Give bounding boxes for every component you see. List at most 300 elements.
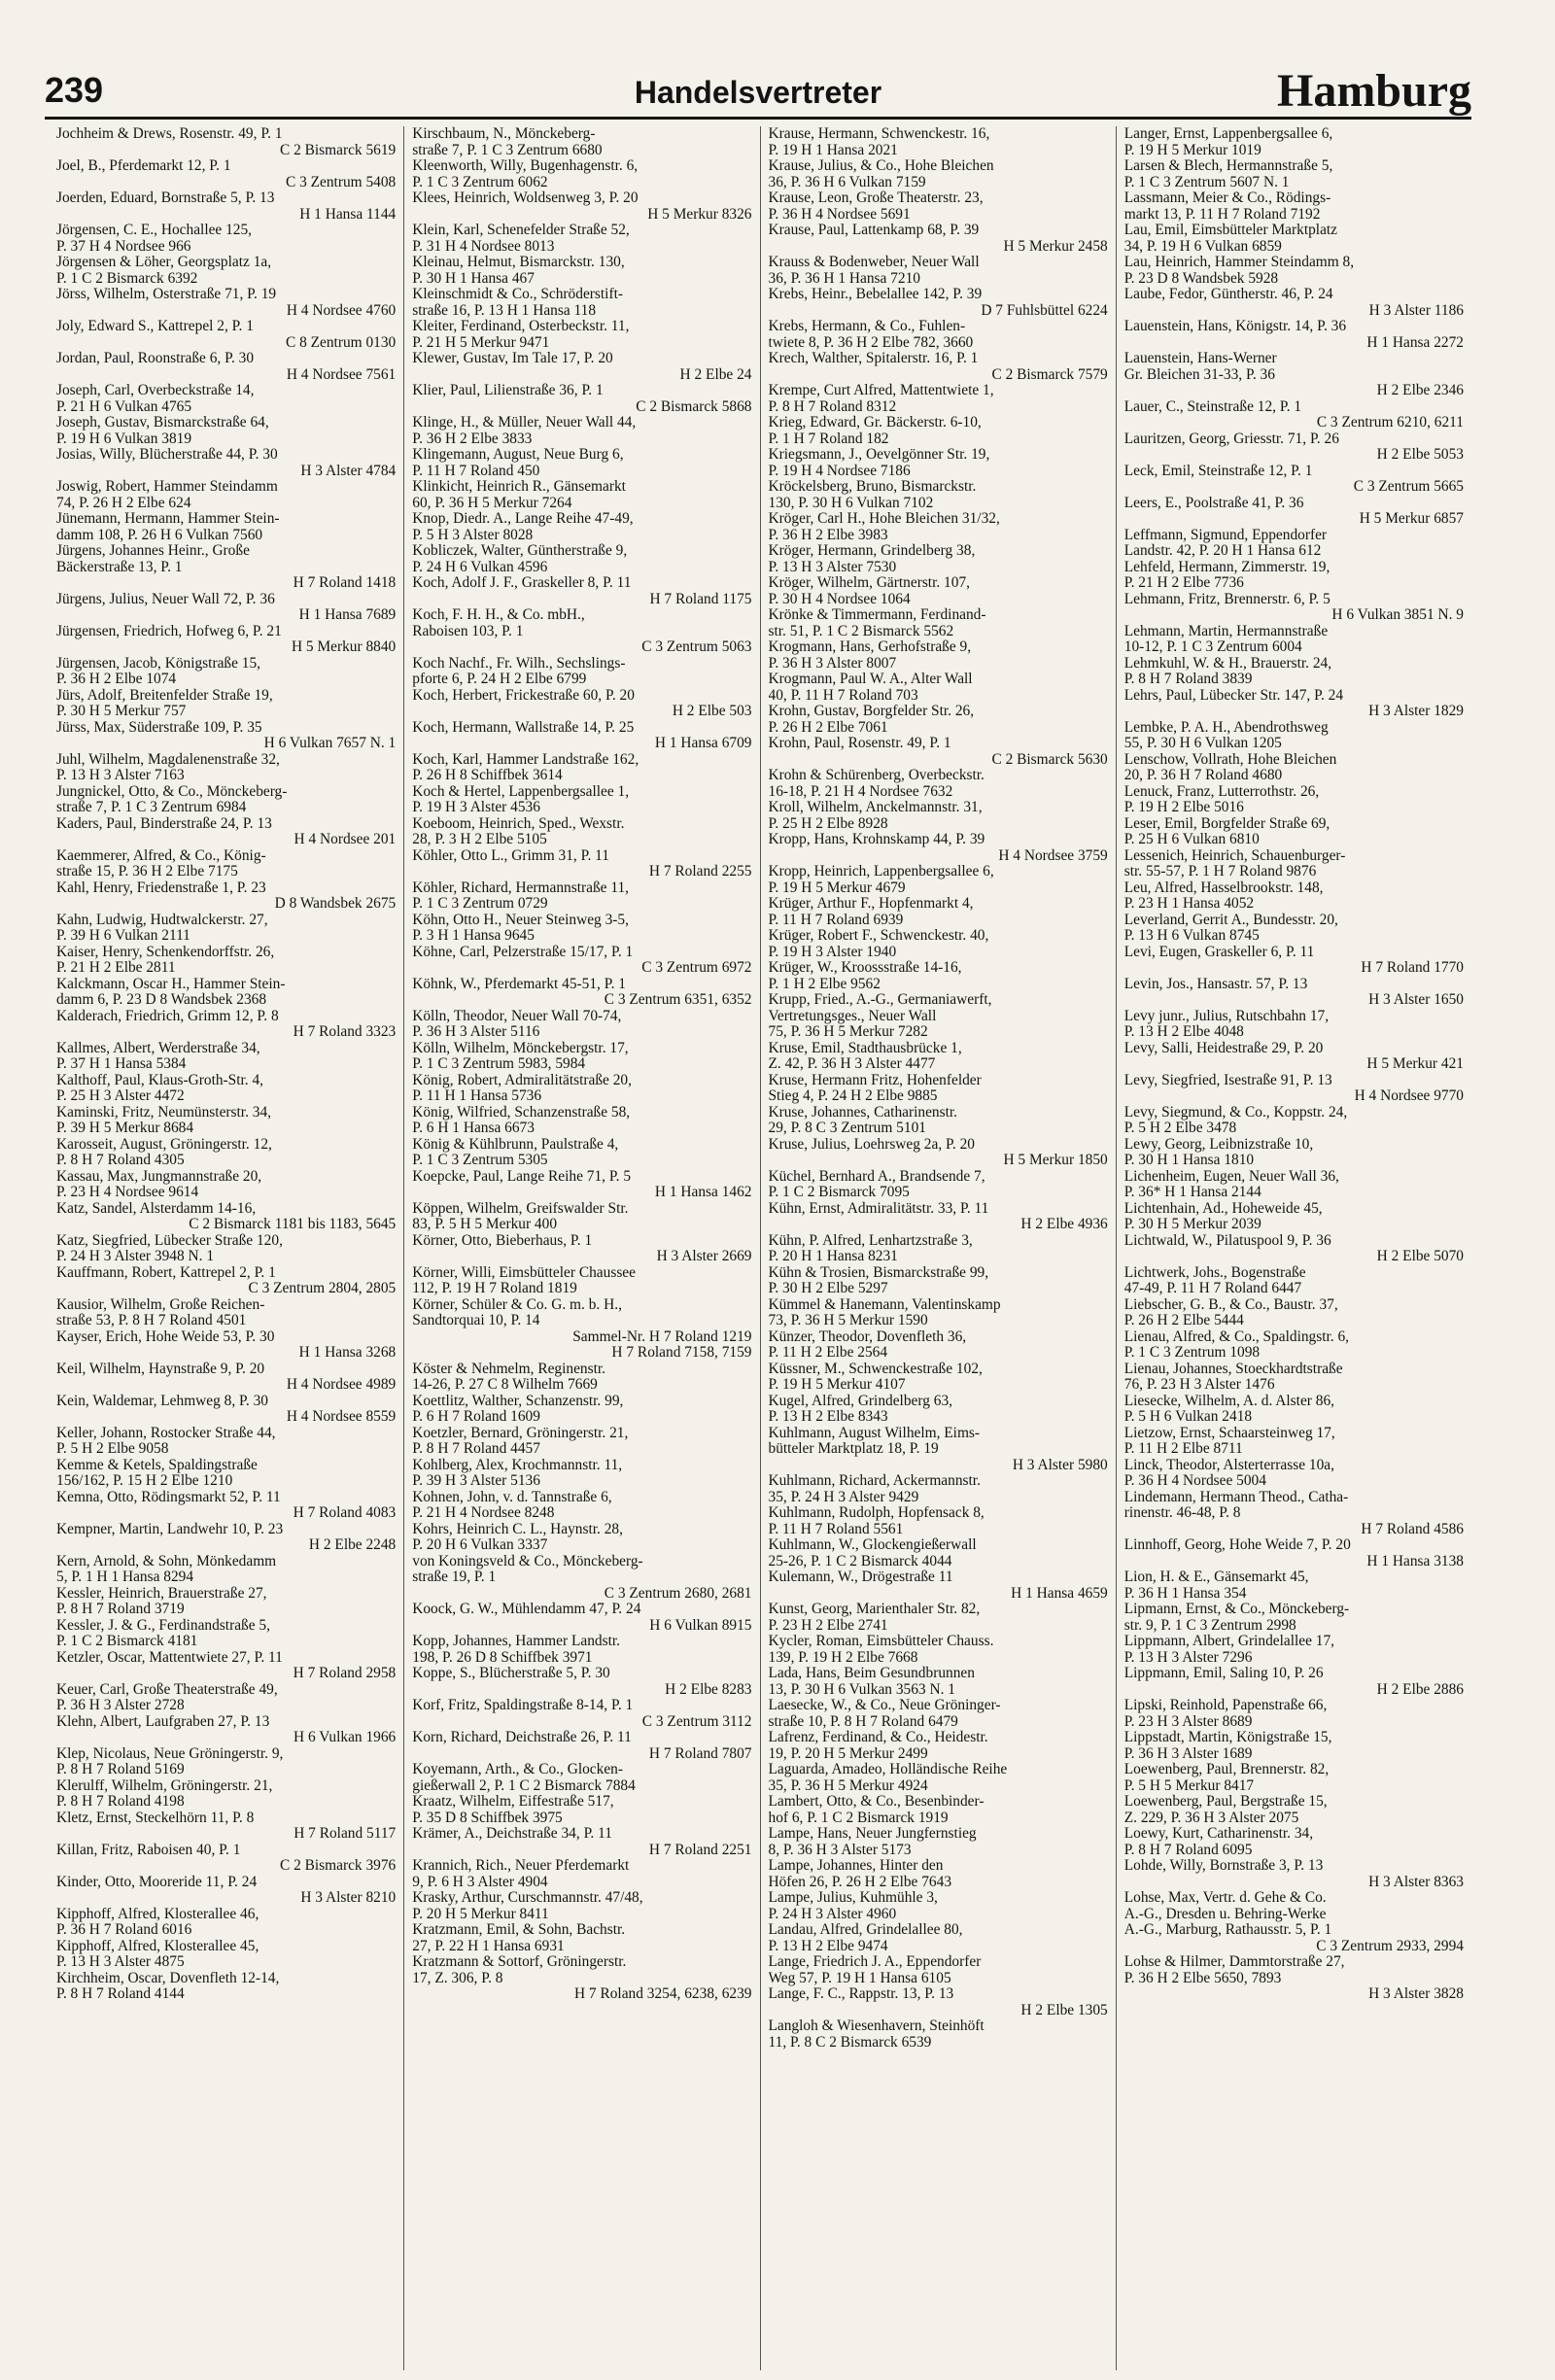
- directory-line: Kuhlmann, August Wilhelm, Eims-: [768, 1425, 981, 1441]
- directory-line: P. 21 H 5 Merkur 9471: [412, 334, 550, 351]
- directory-line: Köppen, Wilhelm, Greifswalder Str.: [412, 1200, 629, 1217]
- directory-line: C 2 Bismarck 3976: [279, 1858, 397, 1874]
- directory-line: Leu, Alfred, Hasselbrookstr. 148,: [1123, 880, 1324, 896]
- directory-line: Kuhlmann, Rudolph, Hopfensack 8,: [768, 1505, 985, 1521]
- directory-line: P. 1 C 3 Zentrum 1098: [1123, 1345, 1261, 1361]
- directory-line: Kruse, Hermann Fritz, Hohenfelder: [768, 1072, 982, 1088]
- directory-line: C 3 Zentrum 5063: [641, 639, 752, 655]
- directory-line: Kleiter, Ferdinand, Osterbeckstr. 11,: [412, 319, 630, 334]
- directory-line: Jörgensen & Löher, Georgsplatz 1a,: [56, 255, 272, 270]
- directory-line: P. 11 H 2 Elbe 2564: [768, 1345, 888, 1361]
- directory-line: H 4 Nordsee 3759: [998, 847, 1108, 864]
- directory-line: 198, P. 26 D 8 Schiffbek 3971: [412, 1649, 593, 1666]
- directory-line: Korf, Fritz, Spaldingstraße 8-14, P. 1: [412, 1698, 634, 1713]
- directory-line: Kröckelsberg, Bruno, Bismarckstr.: [768, 479, 977, 495]
- directory-line: H 7 Roland 3323: [293, 1024, 397, 1040]
- directory-line: P. 1 C 2 Bismarck 7095: [768, 1185, 910, 1200]
- directory-line: P. 36 H 2 Elbe 1074: [56, 672, 177, 687]
- directory-line: P. 6 H 1 Hansa 6673: [412, 1121, 535, 1136]
- directory-line: 83, P. 5 H 5 Merkur 400: [412, 1217, 558, 1232]
- directory-line: P. 1 C 3 Zentrum 5305: [412, 1153, 548, 1168]
- directory-line: Künzer, Theodor, Dovenfleth 36,: [768, 1328, 967, 1345]
- directory-line: P. 39 H 6 Vulkan 2111: [56, 928, 190, 944]
- directory-line: C 2 Bismarck 5619: [279, 142, 397, 158]
- directory-line: P. 11 H 7 Roland 6939: [768, 912, 904, 928]
- directory-line: P. 5 H 6 Vulkan 2418: [1123, 1409, 1253, 1425]
- directory-line: Krannich, Rich., Neuer Pferdemarkt: [412, 1858, 630, 1874]
- directory-line: P. 36 H 4 Nordsee 5691: [768, 206, 911, 223]
- page-number: 239: [45, 70, 104, 110]
- directory-line: P. 1 H 7 Roland 182: [768, 431, 889, 447]
- directory-line: P. 23 D 8 Wandsbek 5928: [1123, 270, 1279, 287]
- directory-line: H 1 Hansa 1144: [299, 206, 397, 223]
- directory-line: P. 21 H 6 Vulkan 4765: [56, 398, 192, 415]
- directory-line: 9, P. 6 H 3 Alster 4904: [412, 1874, 548, 1890]
- directory-line: Koch Nachf., Fr. Wilh., Sechslings-: [412, 655, 626, 672]
- directory-line: C 2 Bismarck 5630: [991, 751, 1108, 768]
- directory-line: 27, P. 22 H 1 Hansa 6931: [412, 1938, 565, 1954]
- directory-line: P. 36 H 2 Elbe 5650, 7893: [1123, 1970, 1282, 1986]
- directory-line: P. 19 H 1 Hansa 2021: [768, 142, 898, 158]
- directory-line: Liesecke, Wilhelm, A. d. Alster 86,: [1123, 1393, 1334, 1409]
- directory-line: Kipphoff, Alfred, Klosterallee 46,: [56, 1906, 259, 1922]
- directory-line: Kröger, Wilhelm, Gärtnerstr. 107,: [768, 575, 970, 591]
- directory-line: Kirschbaum, N., Mönckeberg-: [412, 126, 596, 142]
- directory-line: Lichtwerk, Johs., Bogenstraße: [1123, 1264, 1306, 1281]
- directory-line: Larsen & Blech, Hermannstraße 5,: [1123, 158, 1333, 174]
- directory-line: Kalckmann, Oscar H., Hammer Stein-: [56, 976, 286, 992]
- directory-line: P. 21 H 4 Nordsee 8248: [412, 1505, 555, 1521]
- directory-line: H 7 Roland 4083: [293, 1505, 397, 1521]
- directory-line: P. 3 H 1 Hansa 9645: [412, 928, 535, 944]
- directory-line: D 7 Fuhlsbüttel 6224: [981, 302, 1108, 319]
- page-title: Handelsvertreter: [634, 75, 882, 110]
- directory-line: Kühn, Ernst, Admiralitätstr. 33, P. 11: [768, 1200, 989, 1217]
- directory-line: Kropp, Heinrich, Lappenbergsallee 6,: [768, 864, 994, 880]
- directory-line: Kaminski, Fritz, Neumünsterstr. 34,: [56, 1104, 272, 1121]
- directory-line: P. 36 H 7 Roland 6016: [56, 1922, 192, 1938]
- directory-line: H 5 Merkur 6857: [1359, 511, 1464, 527]
- directory-line: H 2 Elbe 8283: [665, 1681, 752, 1698]
- directory-line: H 7 Roland 2958: [293, 1666, 397, 1681]
- directory-line: P. 36 H 3 Alster 5116: [412, 1024, 540, 1040]
- directory-line: P. 13 H 2 Elbe 4048: [1123, 1024, 1244, 1040]
- directory-line: König & Kühlbrunn, Paulstraße 4,: [412, 1136, 619, 1153]
- directory-line: P. 30 H 1 Hansa 1810: [1123, 1153, 1255, 1168]
- directory-line: Kessler, J. & G., Ferdinandstraße 5,: [56, 1617, 270, 1634]
- directory-line: Klingemann, August, Neue Burg 6,: [412, 447, 624, 463]
- directory-line: H 5 Merkur 421: [1366, 1056, 1464, 1072]
- directory-line: Kröger, Hermann, Grindelberg 38,: [768, 543, 976, 559]
- directory-line: Kessler, Heinrich, Brauerstraße 27,: [56, 1585, 267, 1602]
- directory-line: H 1 Hansa 2272: [1366, 334, 1464, 351]
- directory-line: Lehfeld, Hermann, Zimmerstr. 19,: [1123, 559, 1330, 575]
- directory-line: Joseph, Carl, Overbeckstraße 14,: [56, 383, 255, 398]
- directory-line: P. 5 H 3 Alster 8028: [412, 527, 534, 543]
- page-city: Hamburg: [1276, 65, 1471, 117]
- directory-line: Landau, Alfred, Grindelallee 80,: [768, 1922, 963, 1938]
- directory-line: Koyemann, Arth., & Co., Glocken-: [412, 1762, 623, 1777]
- directory-line: H 1 Hansa 1462: [654, 1185, 752, 1200]
- directory-line: P. 1 C 3 Zentrum 5983, 5984: [412, 1056, 586, 1072]
- directory-line: H 2 Elbe 1305: [1020, 2002, 1108, 2018]
- directory-line: Koch, Hermann, Wallstraße 14, P. 25: [412, 719, 635, 736]
- directory-line: Kühn & Trosien, Bismarckstraße 99,: [768, 1264, 989, 1281]
- directory-line: Lewy, Georg, Leibnizstraße 10,: [1123, 1136, 1314, 1153]
- directory-line: Stieg 4, P. 24 H 2 Elbe 9885: [768, 1088, 938, 1104]
- directory-line: Levy junr., Julius, Rutschbahn 17,: [1123, 1008, 1330, 1024]
- directory-line: Keller, Johann, Rostocker Straße 44,: [56, 1425, 276, 1441]
- directory-line: straße 15, P. 36 H 2 Elbe 7175: [56, 864, 238, 880]
- directory-line: P. 19 H 3 Alster 1940: [768, 944, 897, 960]
- directory-line: Linnhoff, Georg, Hohe Weide 7, P. 20: [1123, 1537, 1351, 1553]
- directory-line: H 2 Elbe 4936: [1020, 1217, 1108, 1232]
- directory-line: P. 8 H 7 Roland 5169: [56, 1762, 185, 1777]
- directory-line: Jürgensen, Friedrich, Hofweg 6, P. 21: [56, 623, 282, 639]
- directory-line: Kruse, Emil, Stadthausbrücke 1,: [768, 1040, 962, 1056]
- directory-line: P. 26 H 8 Schiffbek 3614: [412, 768, 563, 783]
- directory-line: Köhler, Otto L., Grimm 31, P. 11: [412, 847, 609, 864]
- directory-line: H 2 Elbe 2248: [308, 1537, 397, 1553]
- directory-line: P. 5 H 2 Elbe 9058: [56, 1441, 169, 1457]
- directory-line: P. 13 H 3 Alster 7530: [768, 559, 897, 575]
- directory-line: Kycler, Roman, Eimsbütteler Chauss.: [768, 1634, 994, 1649]
- directory-line: Kuhlmann, Richard, Ackermannstr.: [768, 1473, 981, 1489]
- directory-line: H 2 Elbe 5070: [1376, 1249, 1464, 1264]
- directory-line: H 7 Roland 7807: [648, 1745, 752, 1762]
- directory-line: 73, P. 36 H 5 Merkur 1590: [768, 1313, 928, 1328]
- directory-line: Körner, Schüler & Co. G. m. b. H.,: [412, 1296, 622, 1313]
- directory-line: Kausior, Wilhelm, Große Reichen-: [56, 1296, 265, 1313]
- directory-line: Kratzmann & Sottorf, Gröningerstr.: [412, 1954, 627, 1970]
- column-1: [49, 126, 404, 2370]
- directory-line: Raboisen 103, P. 1: [412, 623, 524, 639]
- directory-line: Gr. Bleichen 31-33, P. 36: [1123, 366, 1275, 383]
- directory-line: Laube, Fedor, Güntherstr. 46, P. 24: [1123, 287, 1333, 302]
- directory-line: Klep, Nicolaus, Neue Gröningerstr. 9,: [56, 1745, 284, 1762]
- directory-line: 156/162, P. 15 H 2 Elbe 1210: [56, 1473, 233, 1489]
- directory-line: P. 8 H 7 Roland 8312: [768, 398, 897, 415]
- directory-line: Jürs, Adolf, Breitenfelder Straße 19,: [56, 687, 273, 704]
- directory-line: H 2 Elbe 24: [679, 366, 752, 383]
- directory-line: 76, P. 23 H 3 Alster 1476: [1123, 1377, 1275, 1393]
- directory-line: C 3 Zentrum 2680, 2681: [604, 1585, 752, 1602]
- directory-line: P. 19 H 5 Merkur 4107: [768, 1377, 906, 1393]
- directory-line: gießerwall 2, P. 1 C 2 Bismarck 7884: [412, 1777, 636, 1794]
- directory-line: 16-18, P. 21 H 4 Nordsee 7632: [768, 783, 953, 800]
- directory-line: Keil, Wilhelm, Haynstraße 9, P. 20: [56, 1361, 265, 1377]
- directory-line: P. 8 H 7 Roland 3839: [1123, 672, 1253, 687]
- directory-line: C 2 Bismarck 7579: [991, 366, 1108, 383]
- directory-line: H 5 Merkur 2458: [1003, 238, 1108, 255]
- directory-line: H 5 Merkur 8326: [647, 206, 752, 223]
- directory-line: P. 13 H 2 Elbe 8343: [768, 1409, 888, 1425]
- directory-line: C 3 Zentrum 6351, 6352: [604, 992, 752, 1008]
- directory-line: 25-26, P. 1 C 2 Bismarck 4044: [768, 1553, 952, 1569]
- directory-line: Lenuck, Franz, Lutterrothstr. 26,: [1123, 783, 1320, 800]
- directory-line: Jürgens, Julius, Neuer Wall 72, P. 36: [56, 591, 275, 607]
- directory-line: Koch, Karl, Hammer Landstraße 162,: [412, 751, 639, 768]
- directory-line: Klerulff, Wilhelm, Gröningerstr. 21,: [56, 1777, 273, 1794]
- directory-line: C 3 Zentrum 2804, 2805: [248, 1281, 397, 1296]
- directory-line: Köhler, Richard, Hermannstraße 11,: [412, 880, 630, 896]
- directory-line: Kölln, Wilhelm, Mönckebergstr. 17,: [412, 1040, 629, 1056]
- directory-line: Weg 57, P. 19 H 1 Hansa 6105: [768, 1970, 951, 1986]
- directory-line: Levy, Salli, Heidestraße 29, P. 20: [1123, 1040, 1324, 1056]
- directory-line: H 3 Alster 8210: [300, 1890, 397, 1906]
- directory-line: Langloh & Wiesenhavern, Steinhöft: [768, 2018, 985, 2034]
- directory-line: Landstr. 42, P. 20 H 1 Hansa 612: [1123, 543, 1322, 559]
- directory-line: Klewer, Gustav, Im Tale 17, P. 20: [412, 351, 613, 366]
- directory-line: H 6 Vulkan 3851 N. 9: [1331, 607, 1464, 623]
- directory-line: Lampe, Johannes, Hinter den: [768, 1858, 944, 1874]
- directory-line: Krause, Leon, Große Theaterstr. 23,: [768, 190, 984, 206]
- directory-line: Köster & Nehmelm, Reginenstr.: [412, 1361, 606, 1377]
- directory-line: Lange, Friedrich J. A., Eppendorfer: [768, 1954, 982, 1970]
- directory-line: Lada, Hans, Beim Gesundbrunnen: [768, 1666, 975, 1681]
- directory-line: Lauenstein, Hans-Werner: [1123, 351, 1277, 366]
- directory-line: Joly, Edward S., Kattrepel 2, P. 1: [56, 319, 254, 334]
- directory-line: Kropp, Hans, Krohnskamp 44, P. 39: [768, 832, 985, 847]
- directory-line: Klehn, Albert, Laufgraben 27, P. 13: [56, 1713, 270, 1730]
- directory-line: P. 35 D 8 Schiffbek 3975: [412, 1810, 563, 1826]
- directory-line: Kauffmann, Robert, Kattrepel 2, P. 1: [56, 1264, 276, 1281]
- directory-line: Josias, Willy, Blücherstraße 44, P. 30: [56, 447, 278, 463]
- directory-line: P. 23 H 3 Alster 8689: [1123, 1713, 1253, 1730]
- directory-line: Kinder, Otto, Mooreride 11, P. 24: [56, 1874, 258, 1890]
- directory-line: C 2 Bismarck 5868: [636, 398, 752, 415]
- directory-line: Lehmkuhl, W. & H., Brauerstr. 24,: [1123, 655, 1332, 672]
- directory-line: H 7 Roland 2255: [648, 864, 752, 880]
- directory-line: Kohrs, Heinrich C. L., Haynstr. 28,: [412, 1521, 623, 1537]
- directory-line: H 3 Alster 4784: [300, 463, 397, 479]
- directory-line: Juhl, Wilhelm, Magdalenenstraße 32,: [56, 751, 280, 768]
- directory-line: Lau, Emil, Eimsbütteler Marktplatz: [1123, 223, 1338, 238]
- directory-line: Kühn, P. Alfred, Lenhartzstraße 3,: [768, 1232, 973, 1249]
- directory-line: P. 23 H 1 Hansa 4052: [1123, 896, 1255, 912]
- directory-line: H 1 Hansa 3138: [1366, 1553, 1464, 1569]
- directory-line: Jungnickel, Otto, & Co., Mönckeberg-: [56, 783, 288, 800]
- directory-line: P. 19 H 2 Elbe 5016: [1123, 800, 1244, 815]
- directory-line: P. 37 H 1 Hansa 5384: [56, 1056, 187, 1072]
- directory-line: Krempe, Curt Alfred, Mattentwiete 1,: [768, 383, 994, 398]
- directory-line: P. 36 H 3 Alster 2728: [56, 1698, 185, 1713]
- directory-line: bütteler Marktplatz 18, P. 19: [768, 1441, 939, 1457]
- directory-line: Krönke & Timmermann, Ferdinand-: [768, 607, 986, 623]
- directory-line: Lichtenhain, Ad., Hoheweide 45,: [1123, 1200, 1323, 1217]
- directory-line: Bäckerstraße 13, P. 1: [56, 559, 183, 575]
- directory-line: Krogmann, Hans, Gerhofstraße 9,: [768, 639, 972, 655]
- directory-line: 47-49, P. 11 H 7 Roland 6447: [1123, 1281, 1302, 1296]
- directory-line: Kalderach, Friedrich, Grimm 12, P. 8: [56, 1008, 279, 1024]
- directory-line: 74, P. 26 H 2 Elbe 624: [56, 495, 191, 511]
- directory-line: hof 6, P. 1 C 2 Bismarck 1919: [768, 1810, 949, 1826]
- directory-line: P. 8 H 7 Roland 4457: [412, 1441, 540, 1457]
- directory-line: Levy, Siegfried, Isestraße 91, P. 13: [1123, 1072, 1332, 1088]
- directory-line: 13, P. 30 H 6 Vulkan 3563 N. 1: [768, 1681, 955, 1698]
- directory-line: Koettlitz, Walther, Schanzenstr. 99,: [412, 1393, 624, 1409]
- directory-line: Laguarda, Amadeo, Holländische Reihe: [768, 1762, 1008, 1777]
- directory-line: P. 30 H 2 Elbe 5297: [768, 1281, 888, 1296]
- directory-line: 75, P. 36 H 5 Merkur 7282: [768, 1024, 928, 1040]
- directory-line: Leverland, Gerrit A., Bundesstr. 20,: [1123, 912, 1338, 928]
- directory-line: 19, P. 20 H 5 Merkur 2499: [768, 1745, 928, 1762]
- directory-line: P. 21 H 2 Elbe 2811: [56, 960, 176, 976]
- directory-line: P. 25 H 3 Alster 4472: [56, 1088, 185, 1104]
- directory-line: Kipphoff, Alfred, Klosterallee 45,: [56, 1938, 259, 1954]
- directory-line: Joswig, Robert, Hammer Steindamm: [56, 479, 278, 495]
- directory-line: Kuhlmann, W., Glockengießerwall: [768, 1537, 977, 1553]
- directory-line: 40, P. 11 H 7 Roland 703: [768, 687, 918, 704]
- directory-line: Klier, Paul, Lilienstraße 36, P. 1: [412, 383, 604, 398]
- directory-line: Kleinau, Helmut, Bismarckstr. 130,: [412, 255, 625, 270]
- directory-line: Klees, Heinrich, Woldsenweg 3, P. 20: [412, 190, 639, 206]
- directory-line: P. 26 H 2 Elbe 5444: [1123, 1313, 1244, 1328]
- directory-line: Lohse, Max, Vertr. d. Gehe & Co.: [1123, 1890, 1327, 1906]
- directory-line: P. 36* H 1 Hansa 2144: [1123, 1185, 1261, 1200]
- directory-line: Klein, Karl, Schenefelder Straße 52,: [412, 223, 630, 238]
- directory-line: Kümmel & Hanemann, Valentinskamp: [768, 1296, 1001, 1313]
- directory-line: 112, P. 19 H 7 Roland 1819: [412, 1281, 577, 1296]
- directory-line: Küchel, Bernhard A., Brandsende 7,: [768, 1168, 985, 1185]
- directory-line: 5, P. 1 H 1 Hansa 8294: [56, 1569, 194, 1585]
- directory-columns: [49, 126, 1471, 2370]
- directory-line: H 3 Alster 1186: [1368, 302, 1464, 319]
- directory-line: Leser, Emil, Borgfelder Straße 69,: [1123, 815, 1330, 832]
- directory-line: Koeboom, Heinrich, Sped., Wexstr.: [412, 815, 625, 832]
- directory-line: H 7 Roland 5117: [294, 1826, 397, 1842]
- directory-line: P. 39 H 3 Alster 5136: [412, 1473, 540, 1489]
- directory-line: Sandtorquai 10, P. 14: [412, 1313, 540, 1328]
- directory-line: 11, P. 8 C 2 Bismarck 6539: [768, 2034, 932, 2051]
- directory-line: 8, P. 36 H 3 Alster 5173: [768, 1842, 912, 1858]
- directory-line: Langer, Ernst, Lappenbergsallee 6,: [1123, 126, 1333, 142]
- directory-line: Kraatz, Wilhelm, Eiffestraße 517,: [412, 1794, 614, 1810]
- directory-line: Kassau, Max, Jungmannstraße 20,: [56, 1168, 262, 1185]
- directory-line: Jörss, Wilhelm, Osterstraße 71, P. 19: [56, 287, 277, 302]
- directory-line: Lion, H. & E., Gänsemarkt 45,: [1123, 1569, 1309, 1585]
- directory-line: 28, P. 3 H 2 Elbe 5105: [412, 832, 547, 847]
- directory-line: P. 5 H 2 Elbe 3478: [1123, 1121, 1237, 1136]
- directory-line: Lehrs, Paul, Lübecker Str. 147, P. 24: [1123, 687, 1344, 704]
- directory-line: C 2 Bismarck 1181 bis 1183, 5645: [189, 1217, 397, 1232]
- directory-line: Lauritzen, Georg, Griesstr. 71, P. 26: [1123, 431, 1339, 447]
- directory-line: H 7 Roland 1175: [649, 591, 752, 607]
- directory-line: Krebs, Hermann, & Co., Fuhlen-: [768, 319, 966, 334]
- directory-line: P. 8 H 7 Roland 6095: [1123, 1842, 1253, 1858]
- directory-line: Krech, Walther, Spitalerstr. 16, P. 1: [768, 351, 979, 366]
- directory-line: P. 30 H 4 Nordsee 1064: [768, 591, 911, 607]
- directory-line: Leers, E., Poolstraße 41, P. 36: [1123, 495, 1304, 511]
- directory-line: P. 1 H 2 Elbe 9562: [768, 976, 881, 992]
- directory-line: Köhn, Otto H., Neuer Steinweg 3-5,: [412, 912, 629, 928]
- directory-line: H 5 Merkur 8840: [291, 639, 397, 655]
- directory-line: Korn, Richard, Deichstraße 26, P. 11: [412, 1730, 632, 1745]
- directory-line: Lessenich, Heinrich, Schauenburger-: [1123, 847, 1346, 864]
- directory-line: Lampe, Julius, Kuhmühle 3,: [768, 1890, 938, 1906]
- directory-line: P. 8 H 7 Roland 4198: [56, 1794, 185, 1810]
- directory-line: H 5 Merkur 1850: [1003, 1153, 1108, 1168]
- directory-line: Lambert, Otto, & Co., Besenbinder-: [768, 1794, 985, 1810]
- directory-line: Krüger, Arthur F., Hopfenmarkt 4,: [768, 896, 974, 912]
- directory-line: P. 36 H 3 Alster 1689: [1123, 1745, 1253, 1762]
- directory-line: Lafrenz, Ferdinand, & Co., Heidestr.: [768, 1730, 988, 1745]
- directory-line: Köhnk, W., Pferdemarkt 45-51, P. 1: [412, 976, 626, 992]
- directory-line: Joerden, Eduard, Bornstraße 5, P. 13: [56, 190, 275, 206]
- directory-line: Kruse, Johannes, Catharinenstr.: [768, 1104, 957, 1121]
- directory-line: P. 36 H 1 Hansa 354: [1123, 1585, 1247, 1602]
- directory-line: P. 1 C 3 Zentrum 6062: [412, 174, 548, 190]
- directory-line: Lohde, Willy, Bornstraße 3, P. 13: [1123, 1858, 1324, 1874]
- directory-line: König, Robert, Admiralitätstraße 20,: [412, 1072, 632, 1088]
- directory-line: P. 36 H 3 Alster 8007: [768, 655, 897, 672]
- directory-line: Lippmann, Emil, Saling 10, P. 26: [1123, 1666, 1324, 1681]
- directory-line: 55, P. 30 H 6 Vulkan 1205: [1123, 736, 1282, 751]
- directory-line: P. 30 H 5 Merkur 757: [56, 704, 187, 719]
- directory-line: H 4 Nordsee 4760: [286, 302, 397, 319]
- column-2: [404, 126, 760, 2370]
- directory-line: Lehmann, Fritz, Brennerstr. 6, P. 5: [1123, 591, 1330, 607]
- directory-line: Krüger, W., Kroossstraße 14-16,: [768, 960, 962, 976]
- directory-line: Krohn, Paul, Rosenstr. 49, P. 1: [768, 736, 951, 751]
- directory-line: 35, P. 36 H 5 Merkur 4924: [768, 1777, 928, 1794]
- directory-line: Krause, Paul, Lattenkamp 68, P. 39: [768, 223, 980, 238]
- directory-line: Koch, F. H. H., & Co. mbH.,: [412, 607, 585, 623]
- directory-line: Krause, Hermann, Schwenckestr. 16,: [768, 126, 990, 142]
- directory-line: P. 8 H 7 Roland 3719: [56, 1602, 185, 1617]
- directory-line: H 4 Nordsee 7561: [286, 366, 397, 383]
- directory-line: Kugel, Alfred, Grindelberg 63,: [768, 1393, 952, 1409]
- directory-line: Kölln, Theodor, Neuer Wall 70-74,: [412, 1008, 622, 1024]
- directory-line: Krohn, Gustav, Borgfelder Str. 26,: [768, 704, 975, 719]
- directory-line: P. 25 H 2 Elbe 8928: [768, 815, 888, 832]
- directory-line: Lauer, C., Steinstraße 12, P. 1: [1123, 398, 1302, 415]
- directory-line: Lohse & Hilmer, Dammtorstraße 27,: [1123, 1954, 1345, 1970]
- directory-line: C 3 Zentrum 5665: [1353, 479, 1464, 495]
- directory-line: Koock, G. W., Mühlendamm 47, P. 24: [412, 1602, 641, 1617]
- directory-line: H 3 Alster 5980: [1012, 1457, 1108, 1473]
- directory-line: H 4 Nordsee 9770: [1354, 1088, 1464, 1104]
- directory-line: Kröger, Carl H., Hohe Bleichen 31/32,: [768, 511, 1000, 527]
- directory-line: H 1 Hansa 6709: [654, 736, 752, 751]
- directory-line: P. 20 H 1 Hansa 8231: [768, 1249, 898, 1264]
- directory-line: Krüger, Robert F., Schwenckestr. 40,: [768, 928, 989, 944]
- directory-line: P. 11 H 2 Elbe 8711: [1123, 1441, 1243, 1457]
- directory-line: Kempner, Martin, Landwehr 10, P. 23: [56, 1521, 284, 1537]
- directory-line: Levin, Jos., Hansastr. 57, P. 13: [1123, 976, 1308, 992]
- directory-line: 36, P. 36 H 1 Hansa 7210: [768, 270, 920, 287]
- directory-line: P. 8 H 7 Roland 4144: [56, 1986, 185, 2002]
- directory-line: P. 24 H 6 Vulkan 4596: [412, 559, 548, 575]
- directory-line: P. 23 H 4 Nordsee 9614: [56, 1185, 199, 1200]
- directory-line: Loewenberg, Paul, Bergstraße 15,: [1123, 1794, 1328, 1810]
- directory-line: P. 31 H 4 Nordsee 8013: [412, 238, 555, 255]
- directory-line: 35, P. 24 H 3 Alster 9429: [768, 1489, 919, 1505]
- directory-line: Koch, Adolf J. F., Graskeller 8, P. 11: [412, 575, 632, 591]
- directory-line: P. 24 H 3 Alster 3948 N. 1: [56, 1249, 215, 1264]
- directory-line: straße 7, P. 1 C 3 Zentrum 6984: [56, 800, 247, 815]
- directory-line: P. 30 H 1 Hansa 467: [412, 270, 535, 287]
- directory-line: Kahl, Henry, Friedenstraße 1, P. 23: [56, 880, 266, 896]
- directory-line: Knop, Diedr. A., Lange Reihe 47-49,: [412, 511, 634, 527]
- directory-line: Leck, Emil, Steinstraße 12, P. 1: [1123, 463, 1313, 479]
- directory-line: Körner, Willi, Eimsbütteler Chaussee: [412, 1264, 636, 1281]
- directory-line: P. 26 H 2 Elbe 7061: [768, 719, 888, 736]
- directory-line: C 8 Zentrum 0130: [285, 334, 397, 351]
- directory-line: Kulemann, W., Drögestraße 11: [768, 1569, 953, 1585]
- directory-line: P. 13 H 2 Elbe 9474: [768, 1938, 888, 1954]
- directory-line: Leffmann, Sigmund, Eppendorfer: [1123, 527, 1328, 543]
